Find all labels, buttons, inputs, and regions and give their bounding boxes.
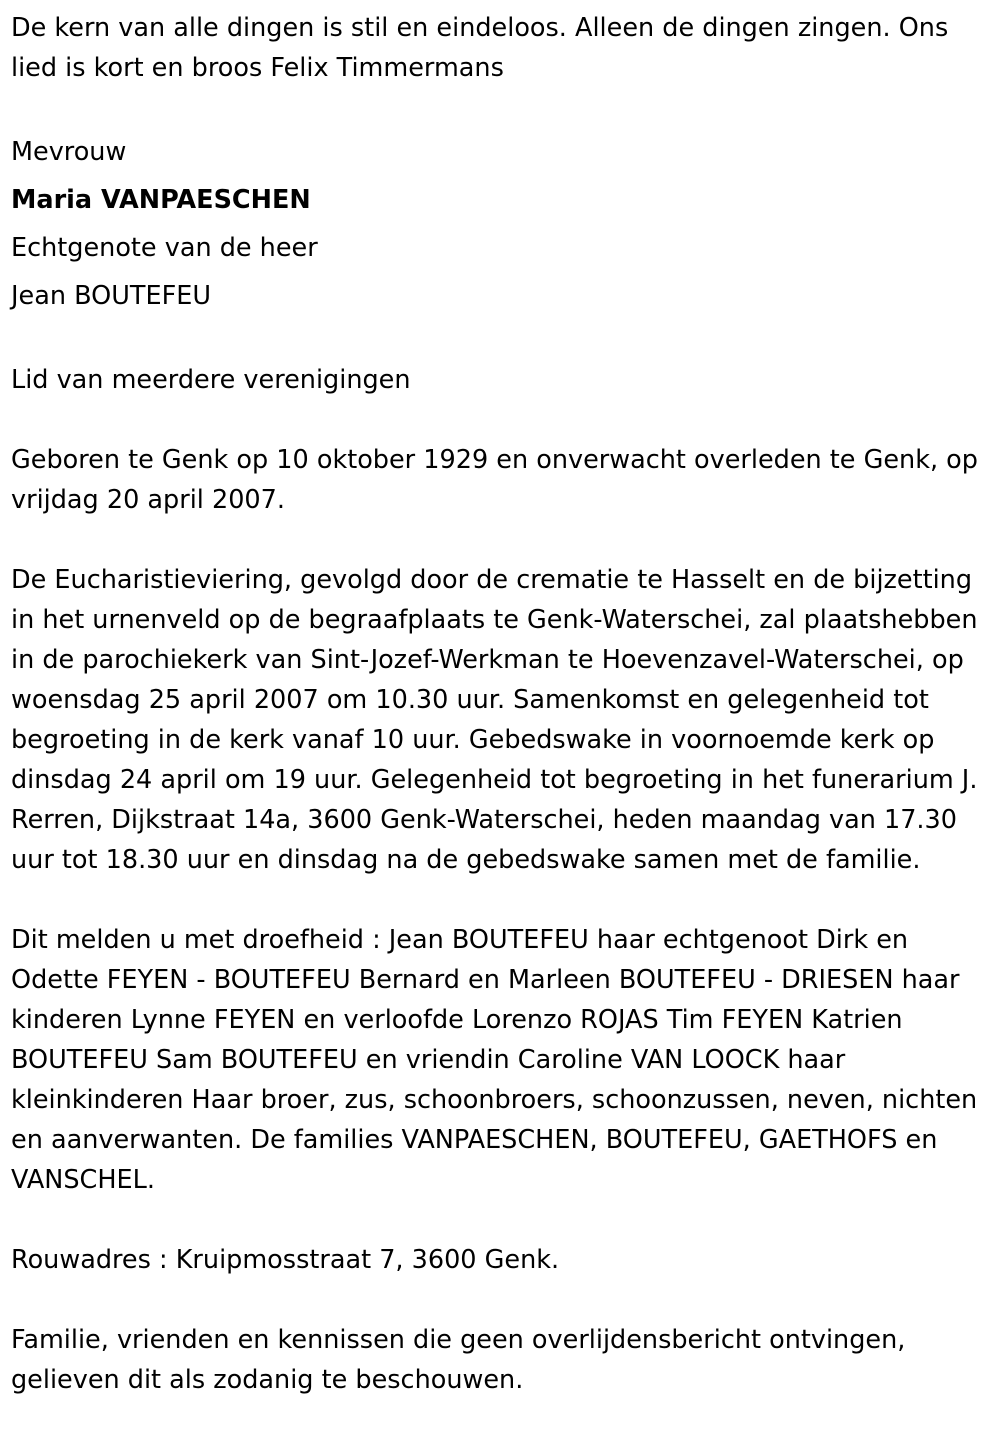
spacer: [11, 88, 990, 128]
family-text: Dit melden u met droefheid : Jean BOUTEFEU haar echtgenoot Dirk en Odette FEYEN - BOUTEFEU Bernard en Marleen BOUTEFEU - DRIESEN haar kinderen Lynne FEYEN en verloofde Lorenzo ROJAS Tim FEYEN Katrien BOUTEFEU Sam BOUTEFEU en vriendin Caroline VAN LOOCK haar kleinkinderen Haar broer, zus, schoonbroers, schoonzussen, neven, nichten en aanverwanten. De families VANPAESCHEN, BOUTEFEU, GAETHOFS en VANSCHEL.: [11, 925, 978, 1195]
closing-text: Familie, vrienden en kennissen die geen overlijdensbericht ontvingen, gelieven dit als zodanig te beschouwen.: [11, 1325, 906, 1395]
spacer: [11, 1200, 990, 1240]
spacer: [11, 1280, 990, 1320]
spouse-name: Jean BOUTEFEU: [11, 281, 212, 311]
quote-text: De kern van alle dingen is stil en eindeloos. Alleen de dingen zingen. Ons lied is kort en broos Felix Timmermans: [11, 13, 949, 83]
spacer: [11, 520, 990, 560]
membership-text: Lid van meerdere verenigingen: [11, 365, 411, 395]
spacer: [11, 400, 990, 440]
spacer: [11, 880, 990, 920]
salutation: Mevrouw: [11, 137, 127, 167]
deceased-name: Maria VANPAESCHEN: [11, 185, 311, 215]
address-text: Rouwadres : Kruipmosstraat 7, 3600 Genk.: [11, 1245, 560, 1275]
ceremony-text: De Eucharistieviering, gevolgd door de crematie te Hasselt en de bijzetting in het urnenveld op de begraafplaats te Genk-Waterschei, zal plaatshebben in de parochiekerk van Sint-Jozef-Werkman te Hoevenzavel-Waterschei, op woensdag 25 april 2007 om 10.30 uur. Samenkomst en gelegenheid tot begroeting in de kerk vanaf 10 uur. Gebedswake in voornoemde kerk op dinsdag 24 april om 19 uur. Gelegenheid tot begroeting in het funerarium J. Rerren, Dijkstraat 14a, 3600 Genk-Waterschei, heden maandag van 17.30 uur tot 18.30 uur en dinsdag na de gebedswake samen met de familie.: [11, 565, 978, 875]
birth-death-text: Geboren te Genk op 10 oktober 1929 en onverwacht overleden te Genk, op vrijdag 20 april 2007.: [11, 445, 978, 515]
spacer: [11, 320, 990, 360]
spouse-line: Echtgenote van de heer: [11, 233, 318, 263]
